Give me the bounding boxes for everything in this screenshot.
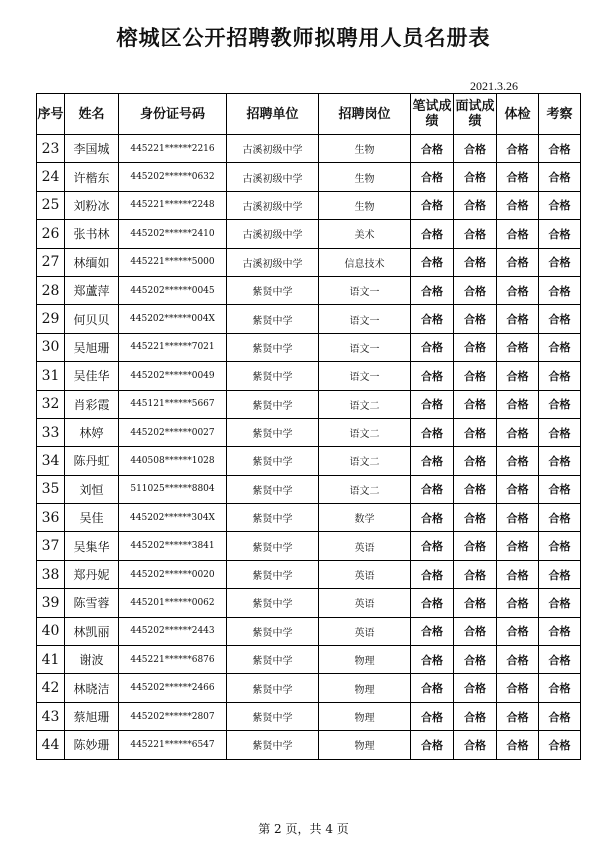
hiring-post: 语文二 (319, 390, 411, 418)
person-name: 陈妙珊 (65, 731, 119, 759)
row-number: 29 (37, 305, 65, 333)
document-date: 2021.3.26 (470, 79, 518, 93)
interview-result: 合格 (454, 617, 497, 645)
written-result: 合格 (411, 702, 454, 730)
id-number: 445221******5000 (119, 248, 227, 276)
row-number: 24 (37, 163, 65, 191)
person-name: 吴集华 (65, 532, 119, 560)
interview-result: 合格 (454, 447, 497, 475)
hiring-unit: 紫贤中学 (227, 674, 319, 702)
id-number: 445202******2807 (119, 702, 227, 730)
table-row (37, 333, 581, 361)
table-row (37, 191, 581, 219)
table-row (37, 248, 581, 276)
hiring-unit: 紫贤中学 (227, 305, 319, 333)
id-number: 445202******0027 (119, 418, 227, 446)
written-result: 合格 (411, 475, 454, 503)
row-number: 35 (37, 475, 65, 503)
row-number: 27 (37, 248, 65, 276)
row-number: 33 (37, 418, 65, 446)
hiring-post: 语文一 (319, 333, 411, 361)
hiring-roster-table (36, 93, 581, 760)
hiring-unit: 古溪初级中学 (227, 191, 319, 219)
hiring-unit: 紫贤中学 (227, 276, 319, 304)
hiring-post: 语文二 (319, 475, 411, 503)
id-number: 445221******2248 (119, 191, 227, 219)
table-row (37, 702, 581, 730)
written-result: 合格 (411, 362, 454, 390)
id-number: 445121******5667 (119, 390, 227, 418)
person-name: 谢波 (65, 646, 119, 674)
id-number: 445202******0020 (119, 560, 227, 588)
person-name: 陈丹虹 (65, 447, 119, 475)
table-row (37, 305, 581, 333)
table-row (37, 475, 581, 503)
interview-result: 合格 (454, 532, 497, 560)
hiring-unit: 古溪初级中学 (227, 135, 319, 163)
hiring-post: 物理 (319, 702, 411, 730)
physical-result: 合格 (497, 276, 539, 304)
inspection-result: 合格 (539, 220, 581, 248)
person-name: 林凯丽 (65, 617, 119, 645)
written-result: 合格 (411, 333, 454, 361)
inspection-result: 合格 (539, 305, 581, 333)
interview-result: 合格 (454, 589, 497, 617)
person-name: 郑丹妮 (65, 560, 119, 588)
row-number: 31 (37, 362, 65, 390)
written-result: 合格 (411, 163, 454, 191)
physical-result: 合格 (497, 447, 539, 475)
id-number: 445221******7021 (119, 333, 227, 361)
interview-result: 合格 (454, 305, 497, 333)
hiring-post: 英语 (319, 560, 411, 588)
id-number: 445221******2216 (119, 135, 227, 163)
hiring-post: 生物 (319, 135, 411, 163)
physical-result: 合格 (497, 731, 539, 759)
id-number: 445201******0062 (119, 589, 227, 617)
row-number: 23 (37, 135, 65, 163)
hiring-unit: 紫贤中学 (227, 617, 319, 645)
physical-result: 合格 (497, 646, 539, 674)
hiring-unit: 紫贤中学 (227, 731, 319, 759)
physical-result: 合格 (497, 702, 539, 730)
inspection-result: 合格 (539, 191, 581, 219)
interview-result: 合格 (454, 163, 497, 191)
table-row (37, 276, 581, 304)
id-number: 445202******0045 (119, 276, 227, 304)
interview-result: 合格 (454, 646, 497, 674)
row-number: 38 (37, 560, 65, 588)
physical-result: 合格 (497, 504, 539, 532)
physical-result: 合格 (497, 333, 539, 361)
id-number: 445202******3841 (119, 532, 227, 560)
written-result: 合格 (411, 646, 454, 674)
table-row (37, 220, 581, 248)
hiring-post: 物理 (319, 646, 411, 674)
interview-result: 合格 (454, 475, 497, 503)
id-number: 445202******2443 (119, 617, 227, 645)
hiring-unit: 紫贤中学 (227, 390, 319, 418)
inspection-result: 合格 (539, 362, 581, 390)
table-row (37, 447, 581, 475)
written-result: 合格 (411, 248, 454, 276)
hiring-post: 语文二 (319, 447, 411, 475)
inspection-result: 合格 (539, 674, 581, 702)
hiring-post: 语文一 (319, 362, 411, 390)
table-row (37, 163, 581, 191)
inspection-result: 合格 (539, 702, 581, 730)
written-result: 合格 (411, 418, 454, 446)
hiring-unit: 紫贤中学 (227, 447, 319, 475)
row-number: 34 (37, 447, 65, 475)
physical-result: 合格 (497, 220, 539, 248)
written-result: 合格 (411, 532, 454, 560)
inspection-result: 合格 (539, 560, 581, 588)
row-number: 40 (37, 617, 65, 645)
table-row (37, 646, 581, 674)
person-name: 刘恒 (65, 475, 119, 503)
written-result: 合格 (411, 674, 454, 702)
person-name: 林晓洁 (65, 674, 119, 702)
header-id: 身份证号码 (119, 94, 227, 135)
inspection-result: 合格 (539, 248, 581, 276)
hiring-post: 英语 (319, 617, 411, 645)
hiring-post: 语文一 (319, 276, 411, 304)
row-number: 42 (37, 674, 65, 702)
interview-result: 合格 (454, 276, 497, 304)
header-name: 姓名 (65, 94, 119, 135)
person-name: 蔡旭珊 (65, 702, 119, 730)
table-header-row (37, 94, 581, 135)
id-number: 445202******0049 (119, 362, 227, 390)
hiring-post: 美术 (319, 220, 411, 248)
hiring-post: 语文二 (319, 418, 411, 446)
table-row (37, 731, 581, 759)
physical-result: 合格 (497, 617, 539, 645)
person-name: 李国城 (65, 135, 119, 163)
interview-result: 合格 (454, 702, 497, 730)
inspection-result: 合格 (539, 447, 581, 475)
written-result: 合格 (411, 447, 454, 475)
table-row (37, 135, 581, 163)
interview-result: 合格 (454, 390, 497, 418)
inspection-result: 合格 (539, 504, 581, 532)
header-written: 笔试成绩 (411, 94, 454, 135)
header-inspect: 考察 (539, 94, 581, 135)
written-result: 合格 (411, 617, 454, 645)
physical-result: 合格 (497, 674, 539, 702)
inspection-result: 合格 (539, 418, 581, 446)
person-name: 郑蘆萍 (65, 276, 119, 304)
hiring-post: 生物 (319, 163, 411, 191)
hiring-unit: 紫贤中学 (227, 475, 319, 503)
person-name: 肖彩霞 (65, 390, 119, 418)
id-number: 445221******6876 (119, 646, 227, 674)
header-post: 招聘岗位 (319, 94, 411, 135)
person-name: 林婷 (65, 418, 119, 446)
physical-result: 合格 (497, 532, 539, 560)
row-number: 36 (37, 504, 65, 532)
id-number: 440508******1028 (119, 447, 227, 475)
written-result: 合格 (411, 220, 454, 248)
inspection-result: 合格 (539, 617, 581, 645)
page-footer: 第 2 页，共 4 页 (258, 822, 349, 836)
interview-result: 合格 (454, 560, 497, 588)
table-row (37, 362, 581, 390)
person-name: 何贝贝 (65, 305, 119, 333)
id-number: 445202******0632 (119, 163, 227, 191)
person-name: 刘粉冰 (65, 191, 119, 219)
hiring-post: 数学 (319, 504, 411, 532)
hiring-unit: 紫贤中学 (227, 589, 319, 617)
physical-result: 合格 (497, 191, 539, 219)
row-number: 41 (37, 646, 65, 674)
inspection-result: 合格 (539, 532, 581, 560)
inspection-result: 合格 (539, 731, 581, 759)
hiring-post: 语文一 (319, 305, 411, 333)
hiring-unit: 紫贤中学 (227, 702, 319, 730)
header-unit: 招聘单位 (227, 94, 319, 135)
id-number: 445202******304X (119, 504, 227, 532)
row-number: 26 (37, 220, 65, 248)
hiring-unit: 紫贤中学 (227, 418, 319, 446)
id-number: 445202******2466 (119, 674, 227, 702)
table-row (37, 504, 581, 532)
interview-result: 合格 (454, 504, 497, 532)
interview-result: 合格 (454, 731, 497, 759)
table-row (37, 589, 581, 617)
hiring-post: 生物 (319, 191, 411, 219)
person-name: 陈雪蓉 (65, 589, 119, 617)
written-result: 合格 (411, 589, 454, 617)
table-row (37, 418, 581, 446)
inspection-result: 合格 (539, 163, 581, 191)
inspection-result: 合格 (539, 475, 581, 503)
row-number: 28 (37, 276, 65, 304)
table-row (37, 560, 581, 588)
hiring-unit: 古溪初级中学 (227, 248, 319, 276)
hiring-unit: 紫贤中学 (227, 362, 319, 390)
written-result: 合格 (411, 135, 454, 163)
physical-result: 合格 (497, 248, 539, 276)
row-number: 32 (37, 390, 65, 418)
hiring-unit: 紫贤中学 (227, 532, 319, 560)
person-name: 林缅如 (65, 248, 119, 276)
hiring-post: 信息技术 (319, 248, 411, 276)
physical-result: 合格 (497, 390, 539, 418)
interview-result: 合格 (454, 674, 497, 702)
written-result: 合格 (411, 305, 454, 333)
written-result: 合格 (411, 390, 454, 418)
id-number: 511025******8804 (119, 475, 227, 503)
physical-result: 合格 (497, 135, 539, 163)
physical-result: 合格 (497, 362, 539, 390)
physical-result: 合格 (497, 589, 539, 617)
person-name: 吴佳 (65, 504, 119, 532)
hiring-unit: 紫贤中学 (227, 560, 319, 588)
interview-result: 合格 (454, 333, 497, 361)
written-result: 合格 (411, 560, 454, 588)
hiring-unit: 紫贤中学 (227, 333, 319, 361)
hiring-post: 英语 (319, 532, 411, 560)
page-title: 榕城区公开招聘教师拟聘用人员名册表 (116, 26, 491, 50)
table-row (37, 617, 581, 645)
written-result: 合格 (411, 731, 454, 759)
physical-result: 合格 (497, 418, 539, 446)
id-number: 445221******6547 (119, 731, 227, 759)
interview-result: 合格 (454, 362, 497, 390)
table-row (37, 390, 581, 418)
interview-result: 合格 (454, 135, 497, 163)
interview-result: 合格 (454, 248, 497, 276)
inspection-result: 合格 (539, 135, 581, 163)
header-no: 序号 (37, 94, 65, 135)
written-result: 合格 (411, 504, 454, 532)
table-row (37, 674, 581, 702)
inspection-result: 合格 (539, 276, 581, 304)
hiring-unit: 紫贤中学 (227, 504, 319, 532)
person-name: 吴佳华 (65, 362, 119, 390)
hiring-post: 物理 (319, 731, 411, 759)
physical-result: 合格 (497, 305, 539, 333)
row-number: 43 (37, 702, 65, 730)
inspection-result: 合格 (539, 646, 581, 674)
inspection-result: 合格 (539, 390, 581, 418)
person-name: 许楷东 (65, 163, 119, 191)
row-number: 37 (37, 532, 65, 560)
person-name: 吴旭珊 (65, 333, 119, 361)
hiring-post: 英语 (319, 589, 411, 617)
id-number: 445202******2410 (119, 220, 227, 248)
row-number: 44 (37, 731, 65, 759)
row-number: 39 (37, 589, 65, 617)
written-result: 合格 (411, 276, 454, 304)
table-row (37, 532, 581, 560)
header-physical: 体检 (497, 94, 539, 135)
row-number: 30 (37, 333, 65, 361)
interview-result: 合格 (454, 418, 497, 446)
header-interview: 面试成绩 (454, 94, 497, 135)
id-number: 445202******004X (119, 305, 227, 333)
interview-result: 合格 (454, 191, 497, 219)
hiring-unit: 古溪初级中学 (227, 163, 319, 191)
hiring-post: 物理 (319, 674, 411, 702)
interview-result: 合格 (454, 220, 497, 248)
written-result: 合格 (411, 191, 454, 219)
hiring-unit: 紫贤中学 (227, 646, 319, 674)
person-name: 张书林 (65, 220, 119, 248)
physical-result: 合格 (497, 560, 539, 588)
row-number: 25 (37, 191, 65, 219)
physical-result: 合格 (497, 475, 539, 503)
hiring-unit: 古溪初级中学 (227, 220, 319, 248)
inspection-result: 合格 (539, 589, 581, 617)
physical-result: 合格 (497, 163, 539, 191)
inspection-result: 合格 (539, 333, 581, 361)
